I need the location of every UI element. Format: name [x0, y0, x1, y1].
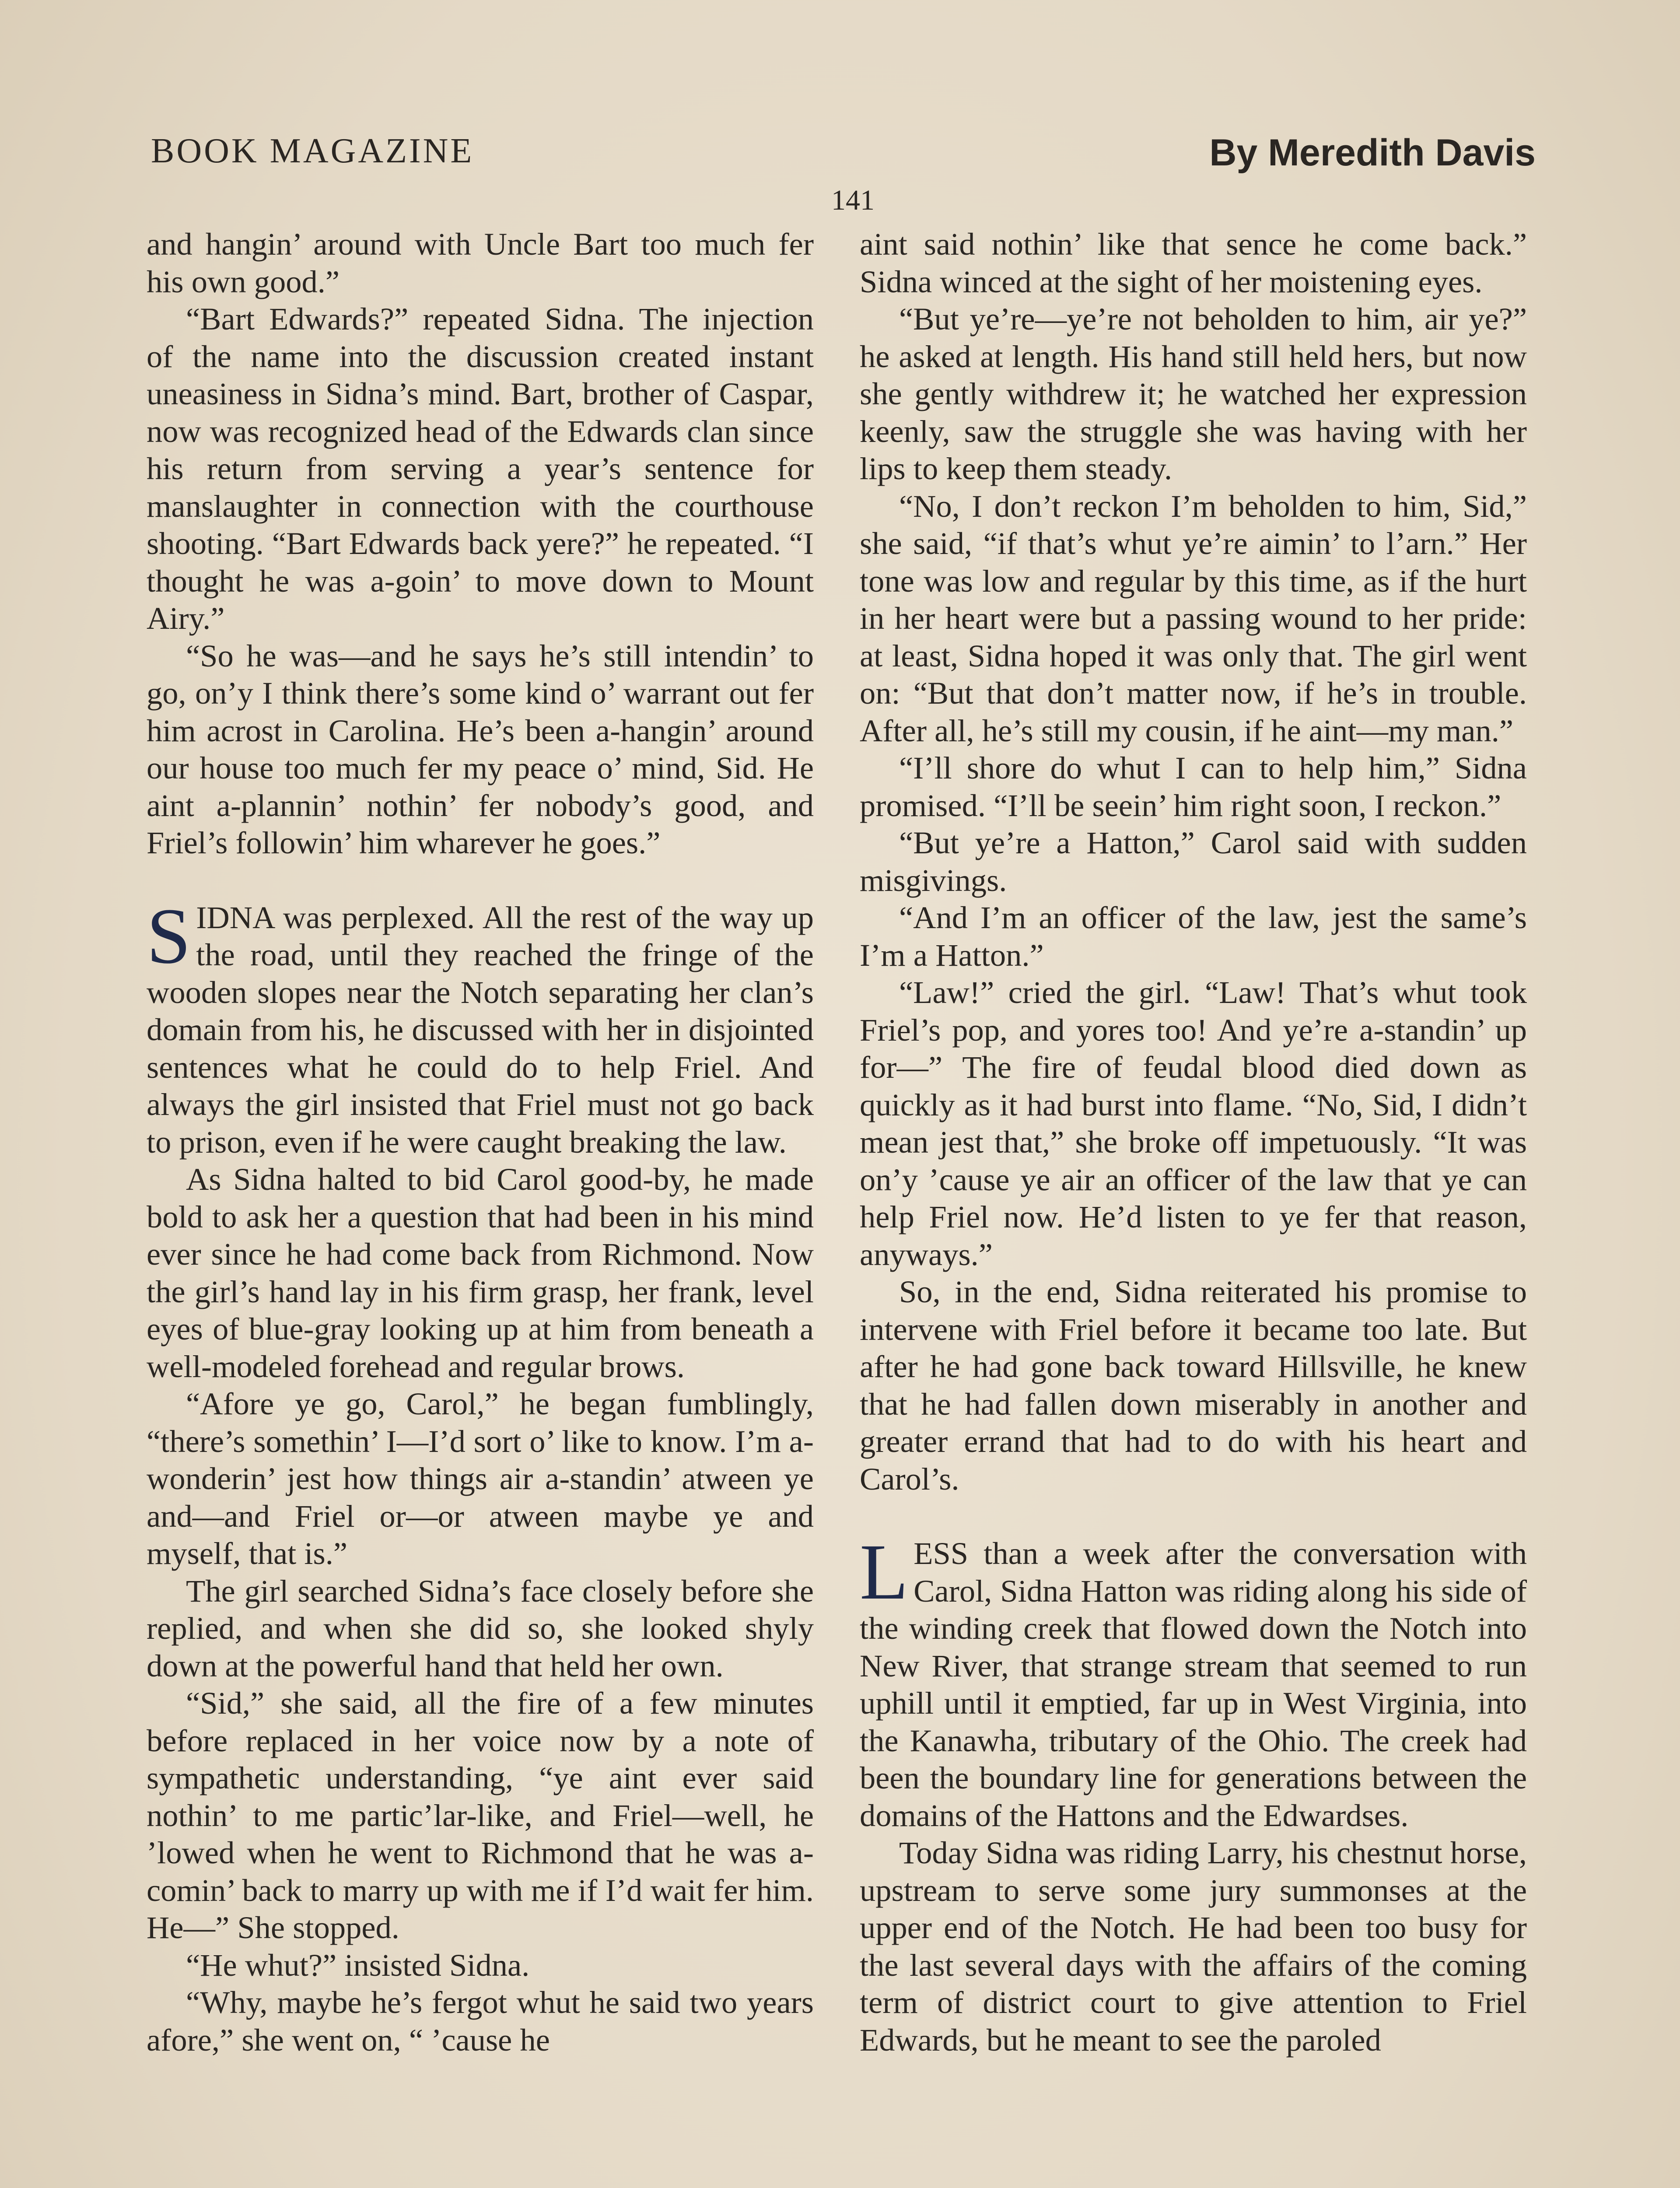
paragraph: “Why, maybe he’s fergot whut he said two years afore,” she went on, “ ’cause he: [147, 1985, 814, 2058]
paragraph: Today Sidna was riding Larry, his chestnut horse, upstream to serve some jury summonses at the upper end of the Notch. He had been too busy for the last several days with the affairs of the coming term of district court to give attention to Friel Edwards, but he meant to see the paroled: [860, 1835, 1527, 2058]
paragraph-text: IDNA was perplexed. All the rest of the way up the road, until they reached the fringe of the wooden slopes near the Notch separating her clan’s domain from his, he discussed with her in disjointed sentences what he could do to help Friel. And always the girl insisted that Friel must not go back to prison, even if he were caught breaking the law.: [147, 899, 814, 1160]
author-byline: By Meredith Davis: [1209, 132, 1536, 174]
section-paragraph: [147, 892, 814, 1161]
paragraph: As Sidna halted to bid Carol good-by, he made bold to ask her a question that had been in his mind ever since he had come back from Richmond. Now the girl’s hand lay in his firm grasp, her frank, level eyes of blue-gray looking up at him from beneath a well-modeled forehead and regular brows.: [147, 1161, 814, 1384]
paragraph: “But ye’re—ye’re not beholden to him, air ye?” he asked at length. His hand still held hers, but now she gently withdrew it; he watched her expression keenly, saw the struggle she was having with her lips to keep them steady.: [860, 301, 1527, 486]
paragraph: “So he was—and he says he’s still intendin’ to go, on’y I think there’s some kind o’ warrant out fer him acrost in Carolina. He’s been a-hangin’ around our house too much fer my peace o’ mind, Sid. He aint a-plannin’ nothin’ fer nobody’s good, and Friel’s followin’ him wharever he goes.”: [147, 638, 814, 860]
drop-cap: L: [860, 1528, 909, 1616]
paragraph: “Sid,” she said, all the fire of a few minutes before replaced in her voice now by a note of sympathetic understanding, “ye aint ever said nothin’ to me partic’lar-like, and Friel—well, he ’lowed when he went to Richmond that he was a-comin’ back to marry up with me if I’d wait fer him. He—” She stopped.: [147, 1685, 814, 1945]
paragraph: “But ye’re a Hatton,” Carol said with sudden misgivings.: [860, 825, 1527, 898]
paragraph: “He whut?” insisted Sidna.: [186, 1947, 530, 1983]
paragraph: “Bart Edwards?” repeated Sidna. The injection of the name into the discussion created instant uneasiness in Sidna’s mind. Bart, brother of Caspar, now was recognized head of the Edwards clan since his return from serving a year’s sentence for manslaughter in connection with the courthouse shooting. “Bart Edwards back yere?” he repeated. “I thought he was a-goin’ to move down to Mount Airy.”: [147, 301, 814, 636]
paragraph: aint said nothin’ like that sence he come back.” Sidna winced at the sight of her moistening eyes.: [860, 226, 1527, 299]
right-column: [860, 225, 1527, 2058]
paragraph: “I’ll shore do whut I can to help him,” Sidna promised. “I’ll be seein’ him right soon, I reckon.”: [860, 750, 1527, 823]
left-column: [147, 225, 814, 2058]
page-number: 141: [831, 184, 875, 216]
paragraph: “Afore ye go, Carol,” he began fumblingly, “there’s somethin’ I—I’d sort o’ like to know. I’m a-wonderin’ jest how things air a-standin’ atween ye and—and Friel or—or atween maybe ye and myself, that is.”: [147, 1386, 814, 1571]
paragraph: The girl searched Sidna’s face closely before she replied, and when she did so, she looked shyly down at the powerful hand that held her own.: [147, 1573, 814, 1683]
paragraph-text: ESS than a week after the conversation with Carol, Sidna Hatton was riding along his side of the winding creek that flowed down the Notch into New River, that strange stream that seemed to run uphill until it emptied, far up in West Virginia, into the Kanawha, tributary of the Ohio. The creek had been the boundary line for generations between the domains of the Hattons and the Edwardses.: [860, 1536, 1527, 1833]
paragraph: “Law!” cried the girl. “Law! That’s whut took Friel’s pop, and yores too! And ye’re a-standin’ up for—” The fire of feudal blood died down as quickly as it had burst into flame. “No, Sid, I didn’t mean jest that,” she broke off impetuously. “It was on’y ’cause ye air an officer of the law that ye can help Friel now. He’d listen to ye fer that reason, anyways.”: [860, 975, 1527, 1272]
section-paragraph: [860, 1528, 1527, 1834]
paragraph: “And I’m an officer of the law, jest the same’s I’m a Hatton.”: [860, 900, 1527, 973]
paragraph: and hangin’ around with Uncle Bart too much fer his own good.”: [147, 226, 814, 299]
paragraph: “No, I don’t reckon I’m beholden to him, Sid,” she said, “if that’s whut ye’re aimin’ to l’arn.” Her tone was low and regular by this time, as if the hurt in her heart were but a passing wound to her pride: at least, Sidna hoped it was only that. The girl went on: “But that don’t matter now, if he’s in trouble. After all, he’s still my cousin, if he aint—my man.”: [860, 488, 1527, 748]
drop-cap: S: [147, 892, 191, 980]
paragraph: So, in the end, Sidna reiterated his promise to intervene with Friel before it became too late. But after he had gone back toward Hillsville, he knew that he had fallen down miserably in another and greater errand that had to do with his heart and Carol’s.: [860, 1274, 1527, 1497]
magazine-title: BOOK MAGAZINE: [151, 132, 474, 170]
